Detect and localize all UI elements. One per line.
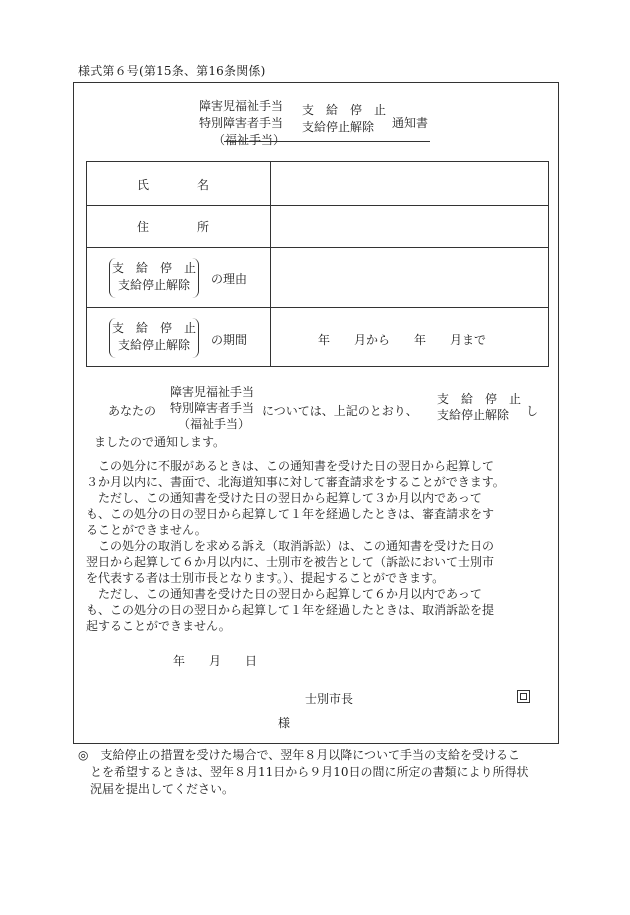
- body-line: ３か月以内に、書面で、北海道知事に対して審査請求をすることができます。: [86, 475, 505, 489]
- recipient-honorific: 様: [278, 716, 291, 730]
- title-category: 障害児福祉手当: [199, 99, 284, 113]
- title-underline: [224, 141, 430, 142]
- form-number-label: 様式第６号(第15条、第16条関係): [78, 64, 266, 78]
- body-line: この処分に不服があるときは、この通知書を受けた日の翌日から起算して: [86, 459, 495, 473]
- notice-action: 支給停止解除: [437, 408, 510, 422]
- reason-action-bracket: [109, 258, 199, 298]
- footnote-line: とを希望するときは、翌年８月11日から９月10日の間に所定の書類により所得状: [78, 765, 529, 779]
- table-column-divider: [270, 162, 271, 366]
- period-value: 年 月から 年 月まで: [318, 333, 487, 347]
- body-line: ただし、この通知書を受けた日の翌日から起算して６か月以内であって: [86, 587, 482, 601]
- address-label: 住 所: [137, 220, 210, 234]
- title-category: 特別障害者手当: [199, 116, 284, 130]
- footnote: [78, 747, 529, 798]
- reason-label: の理由: [211, 272, 248, 286]
- appeal-instructions: [86, 458, 546, 634]
- footnote-line: ◎ 支給停止の措置を受けた場合で、翌年８月以降について手当の支給を受けるこ: [78, 748, 520, 762]
- table-row-divider: [87, 307, 548, 308]
- body-line: を代表する者は士別市長となります。）、提起することができます。: [86, 571, 445, 585]
- notice-category: （福祉手当）: [178, 417, 251, 431]
- period-action: 支給停止解除: [117, 338, 190, 352]
- notice-category: 障害児福祉手当: [170, 385, 255, 399]
- body-line: ただし、この通知書を受けた日の翌日から起算して３か月以内であって: [86, 491, 482, 505]
- issuer-name: 士別市長: [305, 692, 354, 706]
- notice-prefix: あなたの: [108, 404, 157, 418]
- body-line: 起することができません。: [86, 619, 231, 633]
- reason-action: 支給停止解除: [117, 278, 190, 292]
- title-category: （福祉手当）: [213, 133, 286, 147]
- table-row-divider: [87, 247, 548, 248]
- name-label: 氏 名: [137, 178, 210, 192]
- seal-mark: [517, 690, 530, 703]
- period-action-bracket: [109, 318, 199, 358]
- title-action: 支給停止解除: [302, 120, 375, 134]
- period-action: 支 給 停 止: [111, 321, 196, 335]
- table-row-divider: [87, 205, 548, 206]
- notice-action: 支 給 停 止: [437, 392, 522, 406]
- body-line: も、この処分の日の翌日から起算して１年を経過したときは、審査請求をす: [86, 507, 495, 521]
- body-line: この処分の取消しを求める訴え（取消訴訟）は、この通知書を受けた日の: [86, 539, 495, 553]
- body-line: ることができません。: [86, 523, 207, 537]
- body-line: も、この処分の日の翌日から起算して１年を経過したときは、取消訴訟を提: [86, 603, 495, 617]
- title-document-type: 通知書: [392, 116, 429, 130]
- period-label: の期間: [211, 333, 248, 347]
- title-action: 支 給 停 止: [302, 103, 387, 117]
- notice-line-2: ましたので通知します。: [94, 435, 226, 449]
- notice-middle: については、上記のとおり、: [262, 404, 418, 418]
- title-actions: [302, 102, 386, 136]
- notice-actions: [437, 391, 521, 423]
- notice-suffix: し: [526, 404, 539, 418]
- notice-allowance-types: [170, 384, 254, 432]
- footnote-line: 況届を提出してください。: [78, 782, 235, 796]
- notice-category: 特別障害者手当: [170, 401, 255, 415]
- info-table: [86, 161, 549, 367]
- body-line: 翌日から起算して６か月以内に、士別市を被告として（訴訟において士別市: [86, 555, 495, 569]
- reason-action: 支 給 停 止: [111, 261, 196, 275]
- issue-date: 年 月 日: [173, 654, 258, 668]
